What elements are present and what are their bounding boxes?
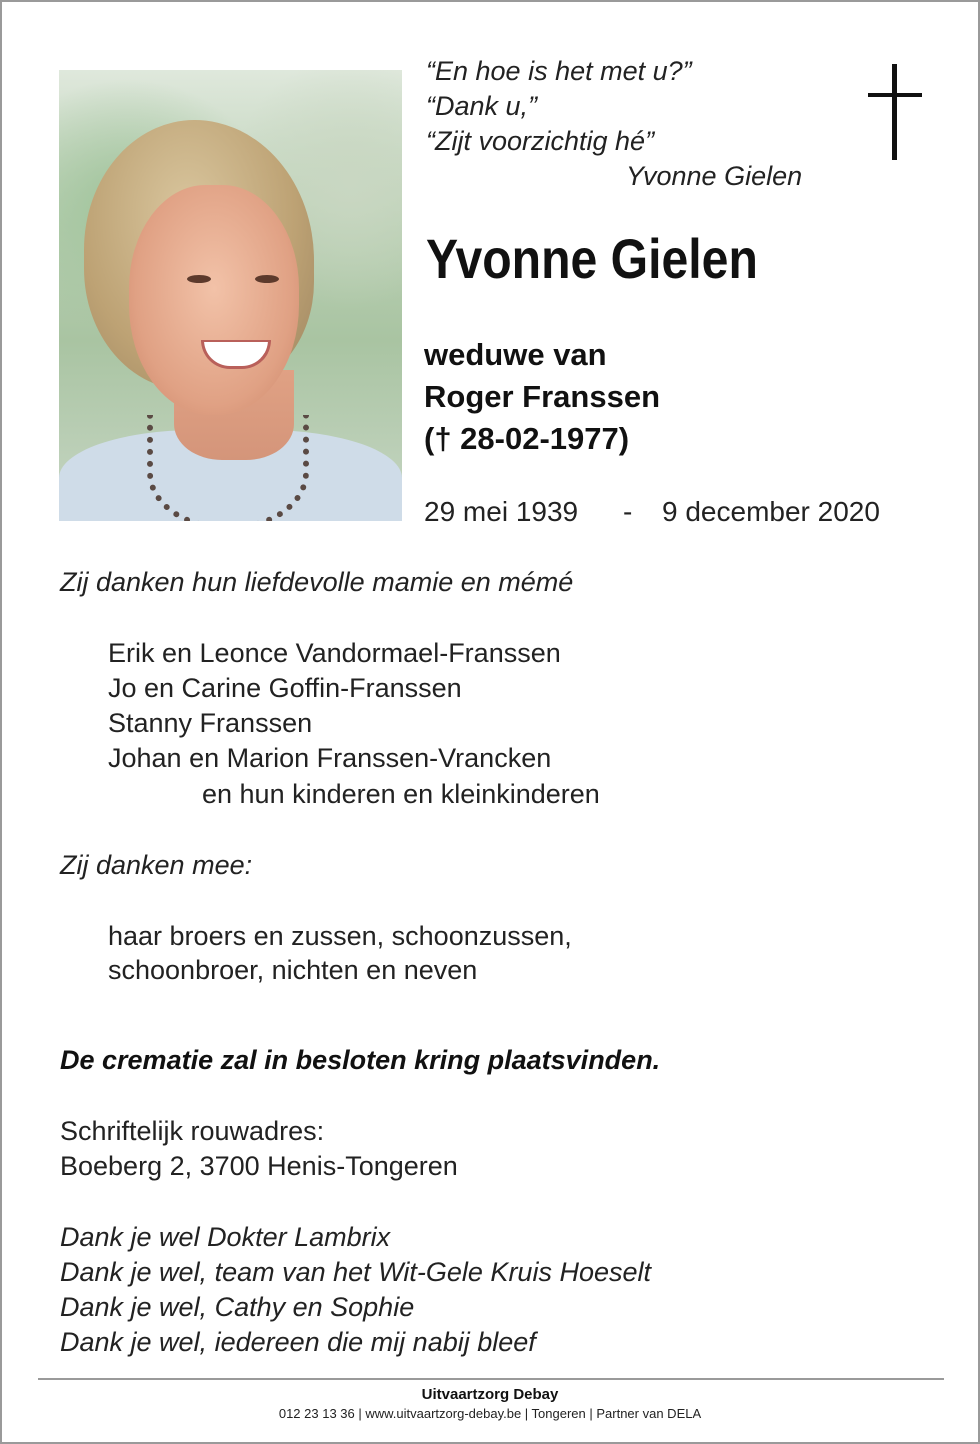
portrait-face [129,185,299,415]
funeral-company-name: Uitvaartzorg Debay [421,1386,559,1403]
footer-divider [38,1378,944,1380]
thanks-others-line-1: haar broers en zussen, schoonzussen, [108,921,572,951]
family-name-4: Johan en Marion Franssen-Vrancken [108,743,552,773]
widow-label: weduwe van [424,337,607,372]
portrait-eye-left [187,275,211,283]
gratitude-line-4: Dank je wel, iedereen die mij nabij bleef [60,1327,536,1357]
thanks-family-heading: Zij danken hun liefdevolle mamie en mémé [60,567,574,597]
portrait-eye-right [255,275,279,283]
spouse-death-date: († 28-02-1977) [424,421,630,456]
gratitude-line-1: Dank je wel Dokter Lambrix [60,1222,391,1252]
gratitude-line-3: Dank je wel, Cathy en Sophie [60,1292,415,1322]
family-name-2: Jo en Carine Goffin-Franssen [108,673,462,703]
death-date: 9 december 2020 [662,496,880,527]
thanks-others-heading: Zij danken mee: [60,850,253,880]
gratitude-line-2: Dank je wel, team van het Wit-Gele Kruis Hoeselt [60,1257,651,1287]
deceased-name: Yvonne Gielen [426,227,758,290]
family-name-3: Stanny Franssen [108,708,313,738]
family-name-1: Erik en Leonce Vandormael-Franssen [108,638,561,668]
quote-line-3: “Zijt voorzichtig hé” [426,126,655,156]
address-label: Schriftelijk rouwadres: [60,1116,325,1146]
portrait-necklace [147,415,309,521]
funeral-company-details: 012 23 13 36 | www.uitvaartzorg-debay.be | Tongeren | Partner van DELA [278,1406,702,1421]
address-value: Boeberg 2, 3700 Henis-Tongeren [60,1151,458,1181]
quote-line-1: “En hoe is het met u?” [426,56,692,86]
date-separator: - [623,496,633,527]
cross-icon [868,64,922,160]
birth-date: 29 mei 1939 [424,496,579,527]
spouse-name: Roger Franssen [424,379,661,414]
portrait-photo [59,70,402,521]
thanks-others-line-2: schoonbroer, nichten en neven [108,955,478,985]
quote-author: Yvonne Gielen [626,161,803,191]
cremation-notice: De crematie zal in besloten kring plaatsvinden. [60,1045,661,1075]
family-descendants: en hun kinderen en kleinkinderen [202,779,600,809]
quote-line-2: “Dank u,” [426,91,538,121]
